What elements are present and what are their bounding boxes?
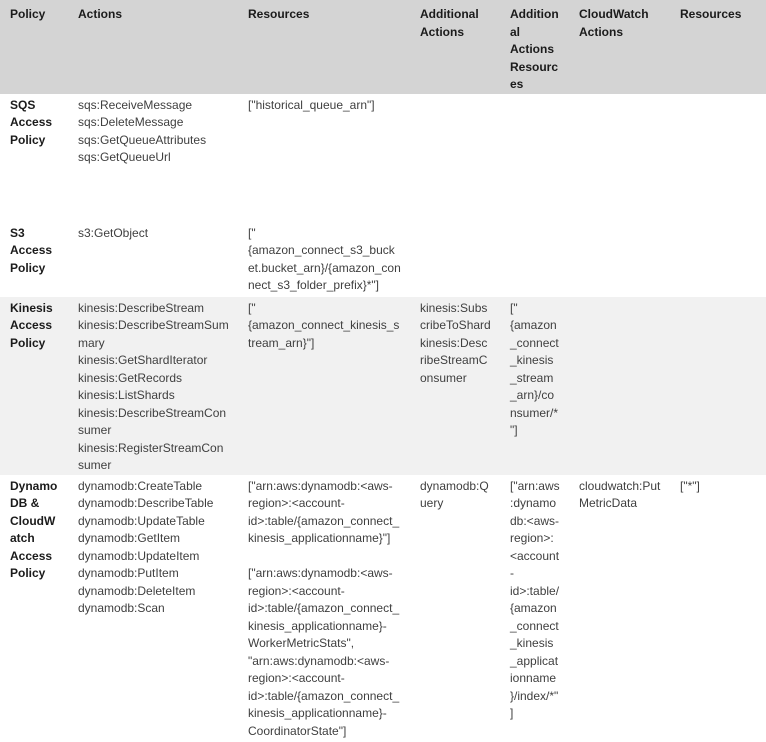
- additional-action-item: kinesis:DescribeStreamConsumer: [420, 335, 488, 385]
- action-item: sqs:DeleteMessage: [78, 115, 184, 129]
- table-row-dynamodb-cloudwatch-access-policy: [0, 475, 766, 742]
- action-item: kinesis:DescribeStreamConsumer: [78, 405, 227, 437]
- additional-actions-resources-cell: [500, 297, 569, 475]
- resource-arn: ["arn:aws:dynamodb:<aws-region>:<account-id>:table/{amazon_connect_kinesis_applicationname}-WorkerMetricStats", "arn:aws:dynamodb:<aws-region>:<account-id>:table/{amazon_connect_kinesis_applicationname}-CoordinatorState"]: [248, 566, 400, 738]
- policy-name-cell: SQS Access Policy: [10, 97, 53, 147]
- action-item: s3:GetObject: [78, 225, 149, 240]
- action-item: dynamodb:PutItem: [78, 566, 179, 580]
- table-row-sqs-access-policy: [0, 94, 766, 222]
- action-item: dynamodb:DeleteItem: [78, 583, 196, 598]
- resources-cell: [238, 475, 410, 742]
- cloudwatch-action-item: cloudwatch:PutMetricData: [579, 478, 661, 510]
- column-header-additional-actions-resources-4: Additional Actions Resources: [510, 7, 559, 91]
- action-item: kinesis:GetShardIterator: [78, 353, 208, 367]
- additional-actions-resources-cell: [500, 222, 569, 297]
- action-item: dynamodb:UpdateTable: [78, 513, 205, 528]
- cloudwatch-resources-cell: [670, 222, 766, 297]
- additional-actions-resources-cell: [500, 94, 569, 222]
- cloudwatch-actions-cell: [569, 222, 670, 297]
- resource-arn: ["arn:aws:dynamodb:<aws-region>:<account-id>:table/{amazon_connect_kinesis_applicationname}"]: [248, 478, 400, 545]
- additional-actions-cell: [410, 222, 500, 297]
- resources-cell: [238, 297, 410, 475]
- cloudwatch-actions-cell: [569, 94, 670, 222]
- cloudwatch-resource-arn: ["*"]: [680, 478, 700, 493]
- actions-cell: [68, 297, 238, 475]
- table-body: [0, 94, 766, 742]
- resources-cell: [238, 222, 410, 297]
- additional-resource-arn: ["{amazon_connect_kinesis_stream_arn}/consumer/*"]: [510, 300, 559, 437]
- action-item: kinesis:DescribeStream: [78, 300, 205, 315]
- action-item: dynamodb:Scan: [78, 601, 165, 615]
- cloudwatch-actions-cell: [569, 297, 670, 475]
- resource-arn: ["{amazon_connect_kinesis_stream_arn}"]: [248, 300, 400, 350]
- cloudwatch-actions-cell: [569, 475, 670, 742]
- policy-name-cell: S3 Access Policy: [10, 225, 53, 275]
- cloudwatch-resources-cell: [670, 475, 766, 742]
- column-header-resources-2: Resources: [248, 7, 310, 21]
- resource-arn: ["{amazon_connect_s3_bucket.bucket_arn}/{amazon_connect_s3_folder_prefix}*"]: [248, 225, 401, 292]
- table-header-row: [0, 0, 766, 94]
- additional-actions-cell: [410, 297, 500, 475]
- table-row-kinesis-access-policy: [0, 297, 766, 475]
- resource-arn: ["historical_queue_arn"]: [248, 97, 375, 112]
- column-header-additional-actions-3: Additional Actions: [420, 7, 479, 39]
- additional-resource-arn: ["arn:aws:dynamodb:<aws-region>:<account-id>:table/{amazon_connect_kinesis_applicationname}/index/*"]: [510, 478, 560, 720]
- additional-actions-cell: [410, 94, 500, 222]
- resources-cell: [238, 94, 410, 222]
- table-row-s3-access-policy: [0, 222, 766, 297]
- additional-actions-resources-cell: [500, 475, 569, 742]
- action-item: kinesis:DescribeStreamSummary: [78, 318, 229, 350]
- action-item: sqs:GetQueueUrl: [78, 150, 171, 164]
- actions-cell: [68, 222, 238, 297]
- additional-action-item: kinesis:SubscribeToShard: [420, 300, 491, 332]
- additional-actions-cell: [410, 475, 500, 742]
- action-item: sqs:ReceiveMessage: [78, 97, 193, 112]
- action-item: dynamodb:CreateTable: [78, 478, 203, 493]
- action-item: kinesis:GetRecords: [78, 370, 183, 385]
- action-item: dynamodb:GetItem: [78, 531, 181, 545]
- actions-cell: [68, 94, 238, 222]
- column-header-actions-1: Actions: [78, 7, 123, 21]
- action-item: dynamodb:DescribeTable: [78, 496, 214, 510]
- column-header-policy-0: Policy: [10, 7, 46, 21]
- additional-action-item: dynamodb:Query: [420, 478, 489, 510]
- cloudwatch-resources-cell: [670, 297, 766, 475]
- action-item: kinesis:RegisterStreamConsumer: [78, 440, 224, 472]
- policy-name-cell: Kinesis Access Policy: [10, 300, 53, 350]
- cloudwatch-resources-cell: [670, 94, 766, 222]
- action-item: kinesis:ListShards: [78, 388, 175, 402]
- policy-name-cell: DynamoDB & CloudWatch Access Policy: [10, 478, 58, 580]
- actions-cell: [68, 475, 238, 742]
- action-item: dynamodb:UpdateItem: [78, 548, 200, 563]
- column-header-resources-6: Resources: [680, 7, 742, 21]
- column-header-cloudwatch-actions-5: CloudWatch Actions: [579, 7, 649, 39]
- action-item: sqs:GetQueueAttributes: [78, 132, 207, 147]
